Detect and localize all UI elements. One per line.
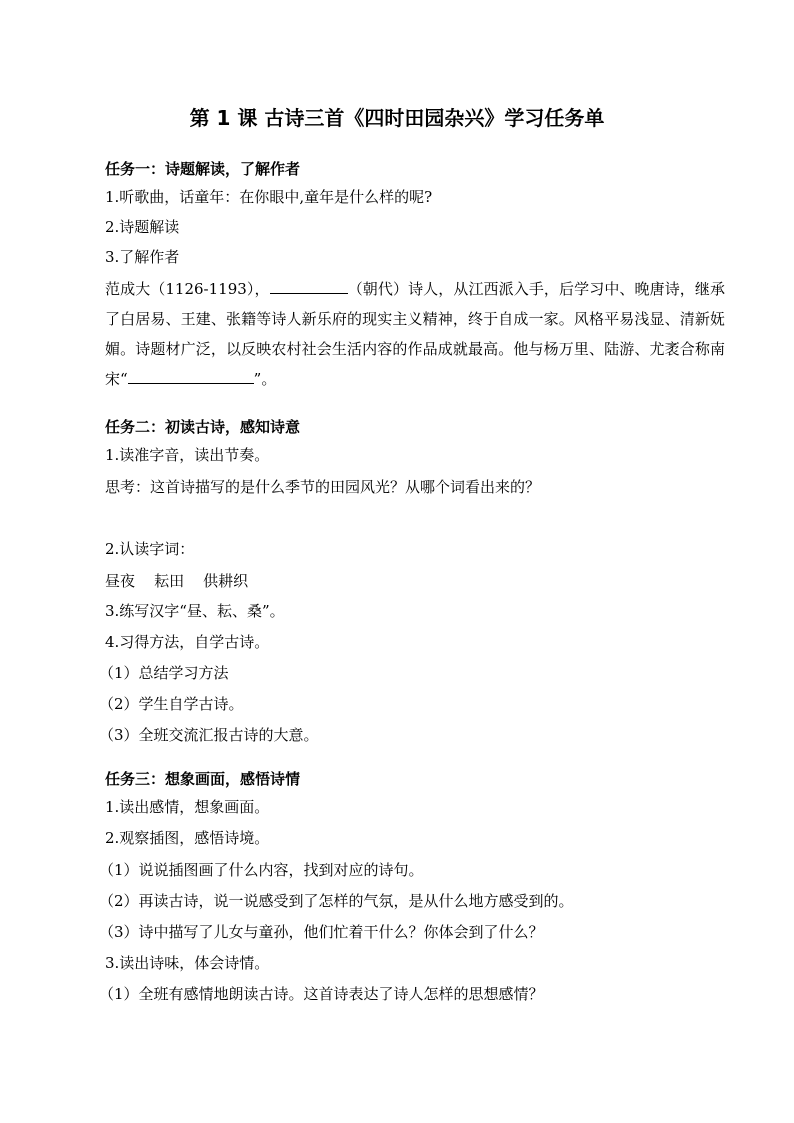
- task2-heading: 任务二：初读古诗，感知诗意: [105, 418, 301, 436]
- task3-heading: 任务三：想象画面，感悟诗情: [105, 770, 301, 788]
- task2-item: （1）总结学习方法: [99, 664, 229, 682]
- task2-item: 2.认读字词：: [105, 540, 195, 558]
- task1-item: 3.了解作者: [105, 248, 180, 266]
- dynasty-blank[interactable]: [270, 279, 348, 294]
- author-text: （朝代）诗人，从江西派入手，后学习中、晚唐诗，继承了白居易、王建、张籍等诗人新乐府的现实主义精神，终于自成一家。风格平易浅显、清新妩媚。诗题材广泛，以反映农村社会生活内容的作品成就最高。他与杨万里、陆游、尤袤合称南宋“: [105, 280, 725, 388]
- task3-item: 1.读出感情，想象画面。: [105, 798, 270, 816]
- author-text: 范成大（1126-1193），: [105, 280, 270, 298]
- task3-item: （1）说说插图画了什么内容，找到对应的诗句。: [99, 861, 424, 879]
- task3-item: （3）诗中描写了儿女与童孙，他们忙着干什么？你体会到了什么？: [99, 923, 544, 941]
- task2-item: 1.读准字音，读出节奏。: [105, 446, 270, 464]
- title-blank[interactable]: [128, 369, 254, 384]
- author-text: ”。: [253, 370, 277, 388]
- author-paragraph: [105, 274, 725, 394]
- task1-item: 2.诗题解读: [105, 218, 180, 236]
- task2-item: （2）学生自学古诗。: [99, 695, 244, 713]
- task2-item: 4.习得方法，自学古诗。: [105, 633, 270, 651]
- task2-item: 3.练写汉字“昼、耘、桑”。: [105, 602, 285, 620]
- task1-heading: 任务一：诗题解读，了解作者: [105, 160, 301, 178]
- task2-item: 思考：这首诗描写的是什么季节的田园风光？从哪个词看出来的？: [105, 478, 541, 496]
- task3-item: （2）再读古诗，说一说感受到了怎样的气氛，是从什么地方感受到的。: [99, 892, 574, 910]
- task3-item: （1）全班有感情地朗读古诗。这首诗表达了诗人怎样的思想感情？: [99, 985, 544, 1003]
- task2-item: 昼夜 耘田 供耕织: [105, 572, 249, 590]
- task1-item: 1.听歌曲，话童年：在你眼中,童年是什么样的呢?: [105, 188, 433, 206]
- task3-item: 3.读出诗味，体会诗情。: [105, 954, 270, 972]
- task3-item: 2.观察插图，感悟诗境。: [105, 829, 270, 847]
- task2-item: （3）全班交流汇报古诗的大意。: [99, 726, 319, 744]
- page-title: 第 1 课 古诗三首《四时田园杂兴》学习任务单: [189, 106, 605, 130]
